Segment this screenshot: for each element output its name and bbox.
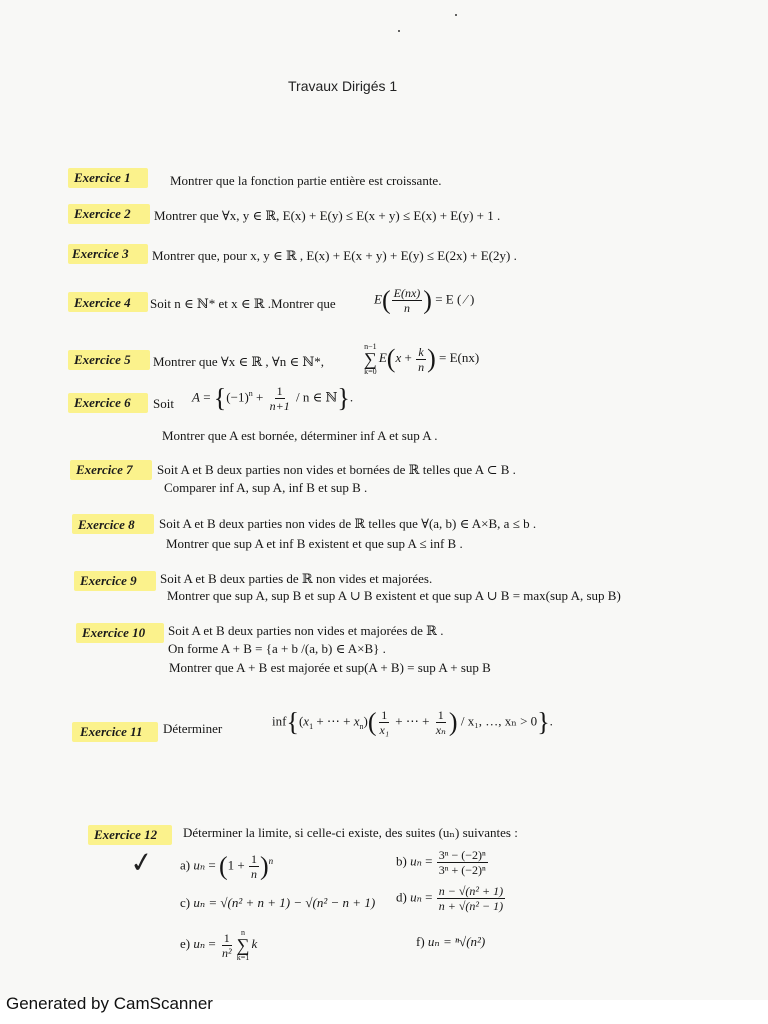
exercise-label: Exercice 1 (74, 170, 131, 185)
exercise-label: Exercice 11 (80, 724, 143, 739)
exercise-label: Exercice 2 (74, 206, 131, 221)
exercise-text: Montrer que sup A et inf B existent et que sup A ≤ inf B . (166, 536, 463, 551)
footer-bar (0, 994, 768, 1024)
ex12-item-f (416, 934, 485, 950)
footer-watermark: Generated by CamScanner (6, 994, 213, 1013)
ex6-set: $A = \{(-1)^n$ + $\frac{1}{n+1}$ / n ∈ ℕ}. (192, 383, 354, 413)
exercise-label: Exercice 9 (80, 573, 137, 588)
item-label-b: b) (396, 853, 407, 869)
exercise-text: Déterminer la limite, si celle-ci existe, des suites (uₙ) suivantes : (183, 825, 518, 840)
exercise-text: Soit A et B deux parties de ℝ non vides et majorées. (160, 571, 433, 586)
ex6-set-end: / n ∈ ℕ (295, 389, 338, 405)
ex4-end: ( ⁄ ) (456, 291, 475, 307)
item-label-d: d) (396, 889, 407, 905)
exercise-text: Montrer que A est bornée, déterminer inf A et sup A . (162, 428, 438, 443)
exercise-label: Exercice 8 (78, 517, 135, 532)
ex12-item-c (180, 895, 375, 911)
exercise-text: Montrer que, pour x, y ∈ ℝ , E(x) + E(x + y) + E(y) ≤ E(2x) + E(2y) . (152, 248, 517, 263)
exercise-text: Soit A et B deux parties non vides de ℝ telles que ∀(a, b) ∈ A×B, a ≤ b . (159, 516, 537, 531)
ex5-formula: n−1 ∑ k=0 E(x + $\frac{k}{n}$ ) = E(nx) (364, 342, 480, 376)
ex11-formula: $inf\{(x_1$ + ⋯ + $x_n$)( $\frac{1}{\text{x₁}}$ + ⋯ + $\frac{1}{\text{xₙ}}$ ) / x₁, …, xₙ > 0}. (272, 707, 553, 737)
item-label-c: c) (180, 895, 191, 910)
item-label-a: a) (180, 857, 191, 873)
page-title: Travaux Dirigés 1 (288, 78, 398, 94)
exercise-text: On forme A + B = {a + b /(a, b) ∈ A×B} . (168, 641, 386, 656)
exercise-label: Exercice 6 (74, 395, 131, 410)
exercise-label: Exercice 12 (94, 827, 158, 842)
exercise-text: Soit A et B deux parties non vides et bornées de ℝ telles que A ⊂ B . (157, 462, 516, 477)
ex4-formula: E( $\frac{E(nx)}{n}$ ) = E ( ⁄ ) (374, 285, 475, 315)
exercise-text: Soit A et B deux parties non vides et majorées de ℝ . (168, 623, 444, 638)
exercise-label: Exercice 4 (74, 295, 131, 310)
ex4-tail: = E (435, 291, 454, 307)
item-expr-f: uₙ = ⁿ√(n²) (427, 934, 486, 949)
item-label-e: e) (180, 935, 191, 951)
ex11-tail: / x₁, …, xₙ > 0 (460, 713, 538, 729)
exercise-label: Exercice 7 (76, 462, 133, 477)
exercise-text: Montrer que la fonction partie entière est croissante. (170, 173, 442, 188)
exercise-text: Comparer inf A, sup A, inf B et sup B . (164, 480, 368, 495)
checkmark-icon: ✓ (127, 844, 156, 881)
exercise-text: Montrer que ∀x, y ∈ ℝ, E(x) + E(y) ≤ E(x + y) ≤ E(x) + E(y) + 1 . (154, 208, 501, 223)
exercise-text: Soit n ∈ ℕ* et x ∈ ℝ .Montrer que (150, 296, 336, 311)
ex12-item-b: b) uₙ = $\frac{\text{3ⁿ − (−2)ⁿ}}{\text{3ⁿ + (−2)ⁿ}}$ (396, 848, 486, 877)
ex12-item-a: a) uₙ = (1 + $\frac{1}{n}$ )$^n$ (180, 851, 274, 881)
ex12-item-d: d) uₙ = $\frac{\text{n − √(n² + 1)}}{\text{n + √(n² − 1)}}$ (396, 884, 504, 913)
ex5-tail: = E(nx) (439, 349, 480, 365)
exercise-text: Montrer que A + B est majorée et sup(A + B) = sup A + sup B (169, 660, 491, 675)
exercise-text: Montrer que ∀x ∈ ℝ , ∀n ∈ ℕ*, (153, 354, 324, 369)
exercise-text: Montrer que sup A, sup B et sup A ∪ B existent et que sup A ∪ B = max(sup A, sup B) (167, 588, 621, 603)
scan-speck (455, 14, 457, 16)
exercise-text: Déterminer (163, 721, 223, 736)
exercise-label: Exercice 10 (82, 625, 146, 640)
item-expr-c: uₙ = √(n² + n + 1) − √(n² − n + 1) (193, 895, 376, 910)
item-label-f: f) (416, 934, 425, 949)
scan-speck (398, 30, 400, 32)
exercise-text: Soit (153, 396, 174, 411)
exercise-label: Exercice 3 (72, 246, 129, 261)
ex12-item-e: e) uₙ = $\frac{1}{\text{n²}}$ n ∑ k=1 k (180, 928, 258, 962)
exercise-label: Exercice 5 (74, 352, 131, 367)
